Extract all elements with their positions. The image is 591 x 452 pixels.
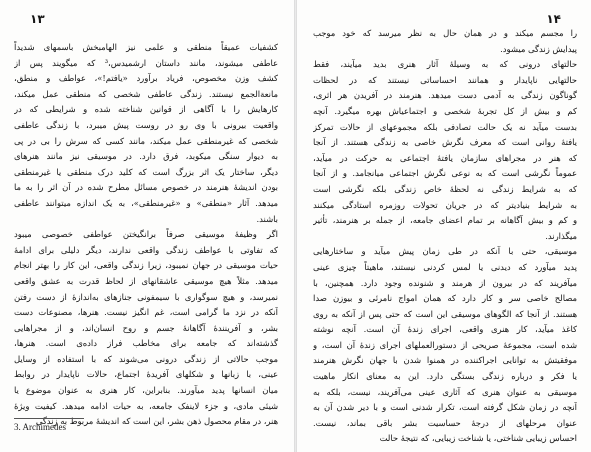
paragraph [313,26,577,57]
text-line: را مجسم میکند و در همان حال به نظر میرسد که خود موجب [313,28,577,38]
right-page-text [313,26,577,447]
text-line: حالتهایی ناپایدار و همانند احساساتی نیستند که در لحظات [313,74,577,85]
text-line: عموماً نگرشی است که به نوعی نگرش اجتماعی میانجامد. و از آنجا [313,168,577,179]
text-line: کارهایش را با آگاهی از قوانین شناخته شده و شرایطی که در [14,104,278,115]
text-line: موجب حالاتی از زندگی درونی می‌شوند که با استفاده از وسایل [14,353,278,364]
text-line: احساس زیبایی شناختی، یا شناخت زیبایی، که نتیجهٔ حالت [379,433,577,444]
text-line: بودن اندیشهٔ هنرمند در خصوص مسائل مطرح شده در آن اثر را به ما [14,182,278,193]
text-line: موسیقی به عنوان هنری که آثاری عینی می‌آفریند، نیست، بلکه به [313,386,577,397]
footnote-rule [14,418,84,419]
text-line: میان انسانها پدید میآورند. بنابراین، کار هنری به عنوان موضوع یا [14,385,278,396]
text-line: آنکه در نزد ما گرامی است، غم انگیز نیست. هنرها، مصنوعات دست [14,307,278,318]
text-line: نمیرسد، و هیچ سوگواری با سیمفونی جنازهای به‌اندازهٔ از دست رفتن [14,291,278,302]
text-line: یافتهٔ روانی است که معرف نگرش خاصی به زندگی هستند. از آنجا [313,137,577,148]
text-line: شخصی که غیرمنطقی عمل میکند، مانند کسی که سرش را بی در پی [14,135,278,146]
text-line: اگر وظیفهٔ موسیقی صرفاً برانگیختن عواطفی خصوصی میبود [14,229,278,240]
text-line: بشر، و آفرینندهٔ آگاهانهٔ جسم و روح انسان‌اند، و از مجراهایی [14,322,278,333]
text-line: که به شرایط زندگی نه لحظهٔ خاص زندگی بلکه نگرشی است [313,183,577,194]
text-line: یا فکر و درباره زندگی بستگی دارد. این به معنای انکار ماهیت [313,371,577,382]
text-line: آنچه در زمان شکل گرفته است، تکرار شدنی است و با دیر شدن آن به [313,402,577,413]
page-number-left: ۱۳ [30,12,45,26]
text-line: پدید میآورد که دیدنی یا لمس کردنی نیستند، ماهیتاً چیزی عینی [313,261,577,272]
text-line: حیات موسیقی در جهان نمیبود، زیرا زندگی واقعی، این کار را بهتر انجام [14,260,278,271]
text-line: پیدایش زندگی میشود. [500,43,577,54]
text-line: حالتهای درونی که به وسیلهٔ آثار هنری بدید میآیند، فقط [313,59,577,70]
text-line: میآفریند که در بیرون از هرمند و شنونده وجود دارد. همچنین، با [313,277,577,288]
paragraph [313,244,577,447]
text-line: کاغذ میآید، کار هنری واقعی، اجرای زندهٔ آن است. آنچه نوشته [313,324,577,335]
paragraph [313,57,577,244]
text-line: دیگر، ساختار یک اثر بزرگ است که کلید درک منطقی یا غیرمنطقی [14,166,278,177]
paragraph [14,227,278,430]
text-line: میدهد. آثار «منطقی» و «غیرمنطقی»، به یک اندازه میتوانند عاطفی [14,197,278,208]
text-line: هنر، در مقام محصول ذهن بشر، این است که اندیشهٔ مربوط به زندگی [35,416,278,427]
text-line: موسیقی، حتی با آنکه در طی زمان پیش میآید و ساختارهایی [313,246,577,257]
text-line: به شرایط بنیادیتر که در جریان تحولات روزمره استادگی میکنند [313,199,577,210]
text-line: و کم و بیش آگاهانه بر تمام اعضای جامعه، از جمله بر هنرمند، تأثیر [313,215,577,226]
text-line: میدهد. مثلاً هیچ موسیقی عاشقانهای از لحاظ قدرت به عشق واقعی [14,275,278,286]
text-line: کم و بیش از کل تجربهٔ شخصی و اجتماعیاش بهره میگیرد. آنچه [313,105,577,116]
paragraph [14,40,278,227]
text-line: که هنر در مجراهای سازمان یافتهٔ اجتماعی به حرکت در میآید، [313,152,577,163]
text-line: باشند. [256,213,278,224]
text-line: شده است، مجموعهٔ صریحی از دستورالعملهای اجرای زندهٔ آن است، و [313,339,577,350]
left-page [0,0,294,452]
text-line: گوناگون زندگی به آدمی دست میدهد. هنرمند در آفریدن هر اثری، [313,90,577,101]
text-line: بدست میآید نه یک حالت تصادفی بلکه مجموعهای از حالات تمرکز [313,121,577,132]
text-line: شیئی مادی، و جزء لاینفک جامعه، به حیات ادامه میدهد. کیفیت ویژهٔ [14,400,278,411]
text-line: مصالح خاصی سر و کار دارد که همان امواج نامرئی و بیوزن صدا [313,293,577,304]
text-line: کشفیات عمیقاً منطقی و علمی نیز الهامبخش باسمهای شدیداً [14,42,278,52]
text-line: عاطفی میشوند، مانند داستان ارشمیدس،³ که میگویند پس از [14,57,278,68]
left-page-text [14,40,278,430]
text-line: موفقیتش به توانایی اجراکننده در همنوا شدن با جهان نگرش هنرمند [313,355,577,366]
footnote-archimedes: 3. Archimedes [14,422,66,432]
text-line: که تفاوتی با عواطف زندگی واقعی ندارند، دیگر دلیلی برای ادامهٔ [14,244,278,255]
text-line: مانعةالجمع نیستند. زندگی عاطفی شخصی که منطقی عمل میکند، [14,88,278,99]
text-line: هستند. از آنجا که الگوهای موسیقی این است که حتی پس از آنکه به روی [313,308,577,319]
text-line: واقعیت بیرونی با وی رو در روست پیش میبرد، با زندگی عاطفی [14,119,278,130]
text-line: کشف وزن مخصوص، فریاد برآورد «یافتم!»، عواطف و منطق، [14,73,278,84]
right-page [297,0,591,452]
text-line: به دیوار سنگی میکوبد، فرق دارد. در موسیقی نیز مانند هنرهای [14,151,278,162]
text-line: عنوان مرحلهای از درجهٔ حساسیت بشر باقی بماند، نیست. [313,417,577,428]
text-line: میگذارند. [545,230,577,241]
text-line: گذشته‌اند که جامعه برای مخاطب فراز داده‌ی است. هنرها، [14,338,278,349]
page-number-right: ۱۴ [546,12,561,26]
text-line: عینی، با زبانها و شکلهای آفریدهٔ اجتماع، حالات ناپایدار در روابط [14,369,278,380]
